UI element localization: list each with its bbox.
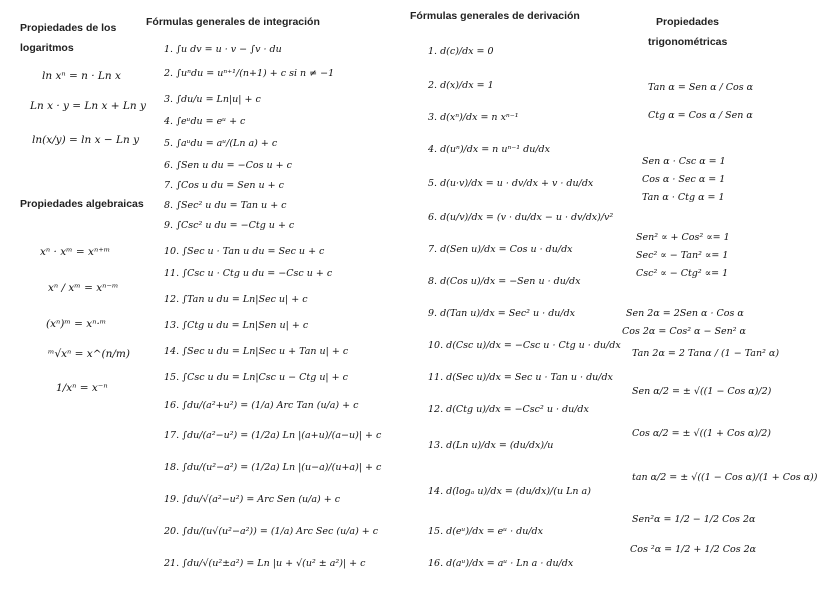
algebra-formula-2: xⁿ / xᵐ = xⁿ⁻ᵐ <box>48 282 119 294</box>
trig-formula-8: Csc² ∝ − Ctg² ∝= 1 <box>636 268 729 279</box>
logs-title-2: logaritmos <box>20 42 74 54</box>
integration-formula-5: 5. ∫aᵘdu = aᵘ/(Ln a) + c <box>164 138 278 149</box>
trig-formula-7: Sec² ∝ − Tan² ∝= 1 <box>636 250 729 261</box>
integration-formula-1: 1. ∫u dv = u · v − ∫v · du <box>164 44 282 55</box>
derivation-formula-11: 11. d(Sec u)/dx = Sec u · Tan u · du/dx <box>428 372 613 383</box>
log-formula-1: ln xⁿ = n · Ln x <box>42 70 121 82</box>
trig-formula-1: Tan α = Sen α / Cos α <box>648 82 754 93</box>
derivation-formula-16: 16. d(aᵘ)/dx = aᵘ · Ln a · du/dx <box>428 558 574 569</box>
derivation-formula-2: 2. d(x)/dx = 1 <box>428 80 494 91</box>
derivation-formula-12: 12. d(Ctg u)/dx = −Csc² u · du/dx <box>428 404 589 415</box>
derivation-formula-15: 15. d(eᵘ)/dx = eᵘ · du/dx <box>428 526 543 537</box>
algebra-formula-1: xⁿ · xᵐ = xⁿ⁺ᵐ <box>40 246 111 258</box>
log-formula-2: Ln x · y = Ln x + Ln y <box>30 100 146 112</box>
algebra-formula-4: ᵐ√xⁿ = x^(n/m) <box>48 348 130 360</box>
algebra-formula-5: 1/xⁿ = x⁻ⁿ <box>56 382 108 394</box>
derivation-formula-5: 5. d(u·v)/dx = u · dv/dx + v · du/dx <box>428 178 594 189</box>
integration-formula-2: 2. ∫uⁿdu = uⁿ⁺¹/(n+1) + c si n ≠ −1 <box>164 68 335 79</box>
trig-title-2: trigonométricas <box>648 36 728 48</box>
derivation-formula-14: 14. d(logₐ u)/dx = (du/dx)/(u Ln a) <box>428 486 591 497</box>
integration-formula-4: 4. ∫eᵘdu = eᵘ + c <box>164 116 246 127</box>
trig-formula-3: Sen α · Csc α = 1 <box>642 156 726 167</box>
derivation-formula-3: 3. d(xⁿ)/dx = n xⁿ⁻¹ <box>428 112 519 123</box>
integration-formula-12: 12. ∫Tan u du = Ln|Sec u| + c <box>164 294 308 305</box>
integration-formula-9: 9. ∫Csc² u du = −Ctg u + c <box>164 220 295 231</box>
integration-formula-7: 7. ∫Cos u du = Sen u + c <box>164 180 284 191</box>
trig-formula-11: Tan 2α = 2 Tanα / (1 − Tan² α) <box>632 348 780 359</box>
algebra-title: Propiedades algebraicas <box>20 198 144 210</box>
trig-formula-10: Cos 2α = Cos² α − Sen² α <box>622 326 746 337</box>
integration-formula-15: 15. ∫Csc u du = Ln|Csc u − Ctg u| + c <box>164 372 348 383</box>
integration-formula-20: 20. ∫du/(u√(u²−a²)) = (1/a) Arc Sec (u/a) + c <box>164 526 379 537</box>
integration-formula-8: 8. ∫Sec² u du = Tan u + c <box>164 200 287 211</box>
integration-formula-21: 21. ∫du/√(u²±a²) = Ln |u + √(u² ± a²)| + c <box>164 558 366 569</box>
trig-formula-13: Cos α/2 = ± √((1 + Cos α)/2) <box>632 428 771 439</box>
trig-formula-2: Ctg α = Cos α / Sen α <box>648 110 753 121</box>
trig-formula-5: Tan α · Ctg α = 1 <box>642 192 725 203</box>
integration-formula-19: 19. ∫du/√(a²−u²) = Arc Sen (u/a) + c <box>164 494 341 505</box>
derivation-formula-13: 13. d(Ln u)/dx = (du/dx)/u <box>428 440 554 451</box>
trig-formula-12: Sen α/2 = ± √((1 − Cos α)/2) <box>632 386 772 397</box>
integration-title: Fórmulas generales de integración <box>146 16 320 28</box>
logs-title-1: Propiedades de los <box>20 22 117 34</box>
trig-formula-15: Sen²α = 1/2 − 1/2 Cos 2α <box>632 514 756 525</box>
derivation-formula-7: 7. d(Sen u)/dx = Cos u · du/dx <box>428 244 573 255</box>
integration-formula-17: 17. ∫du/(a²−u²) = (1/2a) Ln |(a+u)/(a−u)| + c <box>164 430 382 441</box>
integration-formula-16: 16. ∫du/(a²+u²) = (1/a) Arc Tan (u/a) + c <box>164 400 359 411</box>
integration-formula-13: 13. ∫Ctg u du = Ln|Sen u| + c <box>164 320 309 331</box>
derivation-formula-10: 10. d(Csc u)/dx = −Csc u · Ctg u · du/dx <box>428 340 621 351</box>
derivation-formula-4: 4. d(uⁿ)/dx = n uⁿ⁻¹ du/dx <box>428 144 550 155</box>
trig-formula-16: Cos ²α = 1/2 + 1/2 Cos 2α <box>630 544 757 555</box>
trig-formula-4: Cos α · Sec α = 1 <box>642 174 726 185</box>
algebra-formula-3: (xⁿ)ᵐ = xⁿ·ᵐ <box>46 318 107 330</box>
integration-formula-14: 14. ∫Sec u du = Ln|Sec u + Tan u| + c <box>164 346 349 357</box>
integration-formula-10: 10. ∫Sec u · Tan u du = Sec u + c <box>164 246 325 257</box>
log-formula-3: ln(x/y) = ln x − Ln y <box>32 134 140 146</box>
derivation-title: Fórmulas generales de derivación <box>410 10 580 22</box>
derivation-formula-9: 9. d(Tan u)/dx = Sec² u · du/dx <box>428 308 576 319</box>
trig-formula-6: Sen² ∝ + Cos² ∝= 1 <box>636 232 730 243</box>
integration-formula-6: 6. ∫Sen u du = −Cos u + c <box>164 160 292 171</box>
trig-formula-14: tan α/2 = ± √((1 − Cos α)/(1 + Cos α)) <box>632 472 817 483</box>
integration-formula-3: 3. ∫du/u = Ln|u| + c <box>164 94 261 105</box>
trig-formula-9: Sen 2α = 2Sen α · Cos α <box>626 308 744 319</box>
integration-formula-18: 18. ∫du/(u²−a²) = (1/2a) Ln |(u−a)/(u+a)| + c <box>164 462 382 473</box>
derivation-formula-1: 1. d(c)/dx = 0 <box>428 46 494 57</box>
trig-title-1: Propiedades <box>656 16 720 28</box>
derivation-formula-8: 8. d(Cos u)/dx = −Sen u · du/dx <box>428 276 581 287</box>
derivation-formula-6: 6. d(u/v)/dx = (v · du/dx − u · dv/dx)/v² <box>428 212 614 223</box>
integration-formula-11: 11. ∫Csc u · Ctg u du = −Csc u + c <box>164 268 333 279</box>
